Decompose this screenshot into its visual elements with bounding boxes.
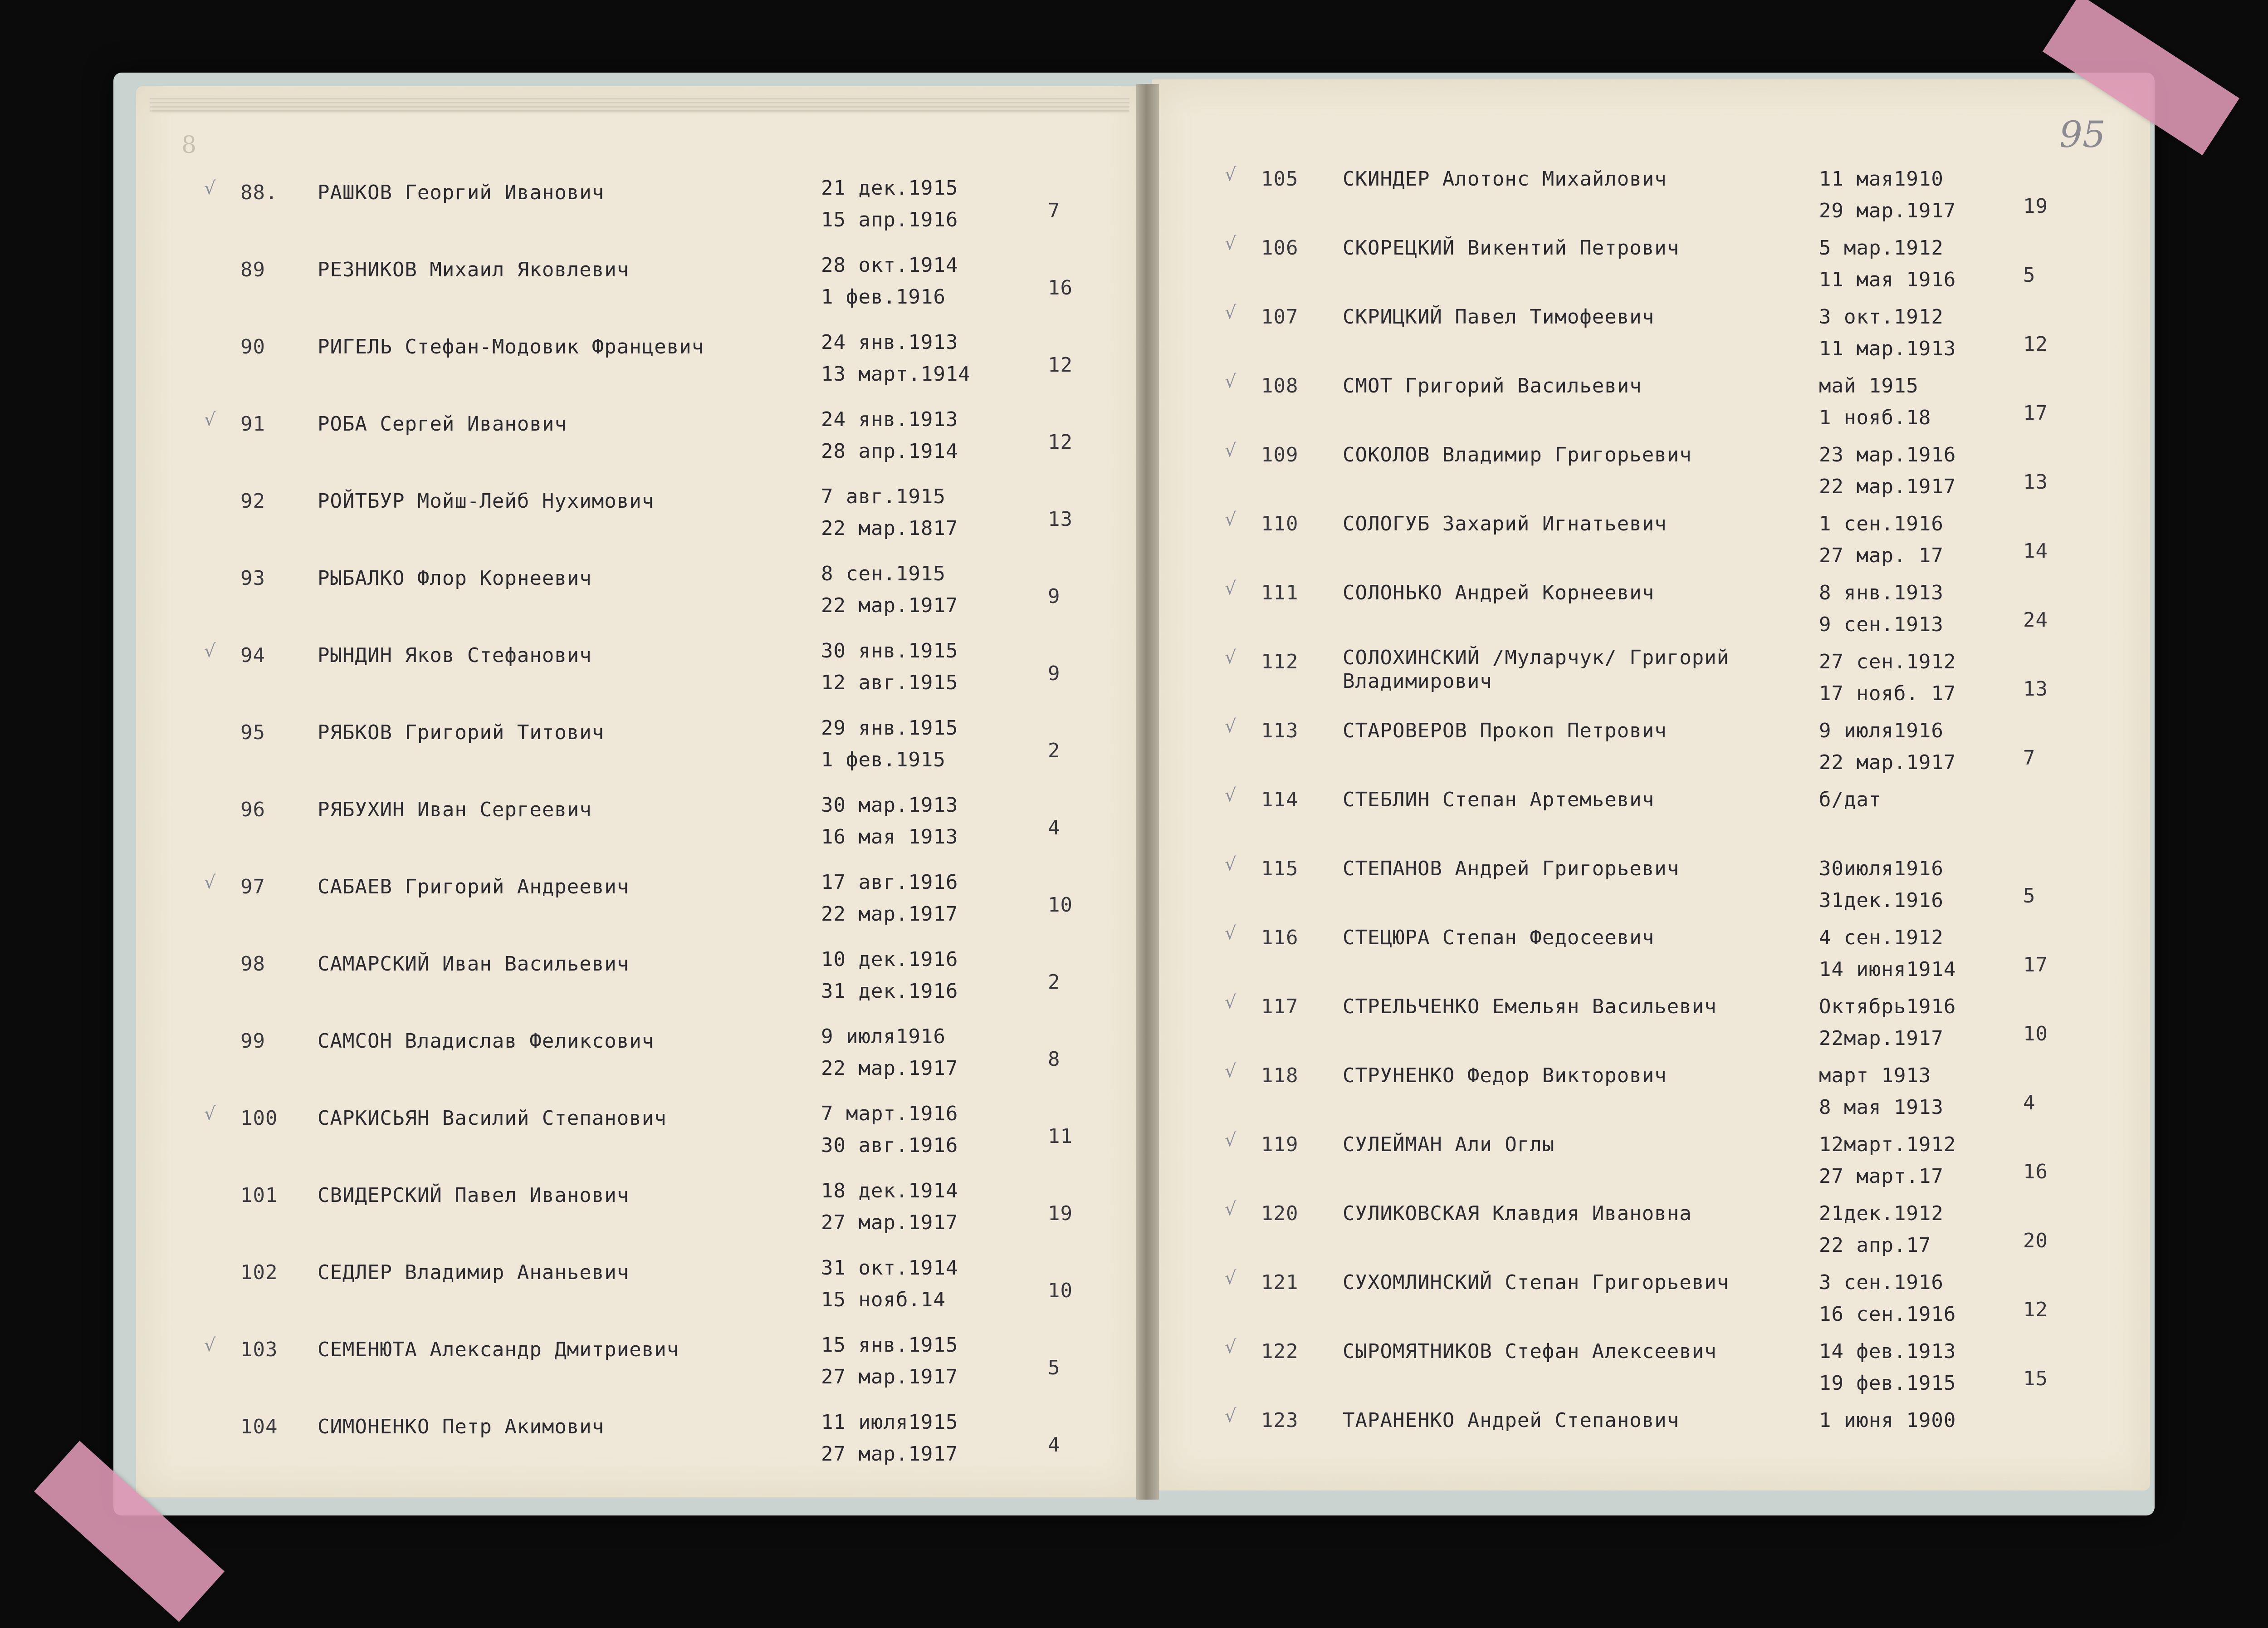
book-gutter <box>1136 84 1159 1500</box>
entry-date-start: март 1913 <box>1819 1064 1931 1087</box>
entry-name-line1: СОЛОХИНСКИЙ /Муларчук/ Григорий <box>1343 646 1730 669</box>
entry-date-end: 13 март.1914 <box>821 363 971 386</box>
entry-date-end: 17 нояб. 17 <box>1819 682 1956 705</box>
register-entry <box>240 331 1102 399</box>
check-mark-icon: √ <box>1225 164 1237 185</box>
entry-name: СОЛОНЬКО Андрей Корнеевич <box>1343 581 1655 604</box>
entry-name <box>1343 646 1729 693</box>
entry-date-start: 30 мар.1913 <box>821 794 958 817</box>
check-mark-icon: √ <box>1225 1061 1237 1082</box>
register-entry <box>204 408 1102 476</box>
entry-number: 113 <box>1261 719 1299 742</box>
check-mark-icon: √ <box>204 409 216 430</box>
entry-count: 2 <box>1048 971 1061 994</box>
entry-count: 5 <box>2023 884 2036 907</box>
entry-date-start: 3 сен.1916 <box>1819 1271 1944 1294</box>
entry-date-end: 27 мар. 17 <box>1819 544 1944 567</box>
register-entry <box>1225 508 2123 576</box>
entry-name: СТРЕЛЬЧЕНКО Емельян Васильевич <box>1343 995 1717 1018</box>
entry-date-end: 22 мар.1917 <box>821 594 958 617</box>
register-entry <box>204 177 1102 245</box>
entry-name: СТЕПАНОВ Андрей Григорьевич <box>1343 857 1680 880</box>
entry-number: 99 <box>240 1030 265 1053</box>
entry-name: ТАРАНЕНКО Андрей Степанович <box>1343 1409 1680 1432</box>
register-entry <box>240 1411 1102 1479</box>
entry-name: СОКОЛОВ Владимир Григорьевич <box>1343 443 1692 466</box>
entry-count: 9 <box>1048 662 1061 685</box>
entry-name: СКИНДЕР Алотонс Михайлович <box>1343 167 1667 191</box>
entry-count: 12 <box>1048 431 1073 454</box>
entry-count: 5 <box>2023 264 2036 287</box>
entry-number: 122 <box>1261 1340 1299 1363</box>
entry-date-end: 31дек.1916 <box>1819 889 1944 912</box>
entry-number: 96 <box>240 798 265 821</box>
entry-date-end: 15 нояб.14 <box>821 1288 946 1311</box>
entry-date-end: 27 мар.1917 <box>821 1442 958 1466</box>
entry-number: 89 <box>240 258 265 281</box>
entry-count: 15 <box>2023 1367 2048 1390</box>
entry-date-start: 23 мар.1916 <box>1819 443 1956 466</box>
check-mark-icon: √ <box>1225 647 1237 668</box>
check-mark-icon: √ <box>204 872 216 893</box>
entry-name: РИГЕЛЬ Стефан-Модовик Францевич <box>318 335 704 358</box>
entry-number: 109 <box>1261 443 1299 466</box>
entry-number: 101 <box>240 1184 278 1207</box>
entry-number: 90 <box>240 335 265 358</box>
register-entry <box>204 871 1102 939</box>
entry-number: 106 <box>1261 236 1299 260</box>
entry-name: САМСОН Владислав Феликсович <box>318 1030 655 1053</box>
entry-count: 17 <box>2023 402 2048 425</box>
entry-date-end: 27 март.17 <box>1819 1165 1944 1188</box>
entry-date-start: Октябрь1916 <box>1819 995 1956 1018</box>
entry-date-end: 11 мая 1916 <box>1819 268 1956 291</box>
entry-number: 107 <box>1261 305 1299 329</box>
entry-date-end: 19 фев.1915 <box>1819 1372 1956 1395</box>
entry-name: СТАРОВЕРОВ Прокоп Петрович <box>1343 719 1667 742</box>
entry-number: 110 <box>1261 512 1299 535</box>
entry-date-end: 1 фев.1915 <box>821 748 946 771</box>
entry-count: 13 <box>1048 508 1073 531</box>
entry-date-start: б/дат <box>1819 788 1882 811</box>
folio-number-left: 8 <box>181 132 197 159</box>
entry-number: 111 <box>1261 581 1299 604</box>
check-mark-icon: √ <box>204 1335 216 1356</box>
check-mark-icon: √ <box>1225 854 1237 875</box>
entry-date-start: 24 янв.1913 <box>821 331 958 354</box>
entry-number: 92 <box>240 490 265 513</box>
check-mark-icon: √ <box>204 1103 216 1124</box>
entry-count: 5 <box>1048 1356 1061 1379</box>
entry-name: СУЛИКОВСКАЯ Клавдия Ивановна <box>1343 1202 1692 1225</box>
check-mark-icon: √ <box>1225 1130 1237 1151</box>
entry-date-end: 1 нояб.18 <box>1819 406 1931 429</box>
entry-count: 16 <box>1048 276 1073 299</box>
register-entry <box>1225 1060 2123 1128</box>
entry-date-start: 24 янв.1913 <box>821 408 958 431</box>
entry-date-start: 4 сен.1912 <box>1819 926 1944 949</box>
entry-count: 24 <box>2023 608 2048 632</box>
entry-number: 123 <box>1261 1409 1299 1432</box>
entry-count: 19 <box>2023 195 2048 218</box>
entry-count: 7 <box>1048 199 1061 222</box>
register-entry <box>240 1180 1102 1248</box>
check-mark-icon: √ <box>204 178 216 199</box>
entry-count: 13 <box>2023 471 2048 494</box>
entry-number: 108 <box>1261 374 1299 397</box>
entry-date-end: 16 мая 1913 <box>821 825 958 848</box>
entry-date-end: 31 дек.1916 <box>821 980 958 1003</box>
entry-number: 119 <box>1261 1133 1299 1156</box>
entry-name: САРКИСЬЯН Василий Степанович <box>318 1107 667 1130</box>
register-entry <box>1225 991 2123 1059</box>
page-edges <box>150 95 1129 113</box>
entry-name: СЕМЕНЮТА Александр Дмитриевич <box>318 1338 679 1361</box>
register-entry <box>1225 922 2123 990</box>
entry-number: 121 <box>1261 1271 1299 1294</box>
entry-date-start: 30июля1916 <box>1819 857 1944 880</box>
register-entry <box>240 1025 1102 1094</box>
entry-date-end: 15 апр.1916 <box>821 208 958 231</box>
entry-date-start: май 1915 <box>1819 374 1919 397</box>
check-mark-icon: √ <box>1225 509 1237 530</box>
entry-date-end: 22 мар.1817 <box>821 517 958 540</box>
entry-count: 16 <box>2023 1160 2048 1183</box>
entry-date-start: 9 июля1916 <box>821 1025 946 1048</box>
check-mark-icon: √ <box>1225 440 1237 461</box>
check-mark-icon: √ <box>1225 992 1237 1013</box>
entry-date-start: 8 янв.1913 <box>1819 581 1944 604</box>
entry-date-start: 27 сен.1912 <box>1819 650 1956 673</box>
entry-date-end: 14 июня1914 <box>1819 958 1956 981</box>
entry-date-start: 15 янв.1915 <box>821 1334 958 1357</box>
register-entry <box>1225 1129 2123 1197</box>
entry-number: 103 <box>240 1338 278 1361</box>
register-entry <box>1225 1198 2123 1266</box>
entry-name: СКОРЕЦКИЙ Викентий Петрович <box>1343 236 1680 260</box>
entry-count: 20 <box>2023 1229 2048 1252</box>
register-entry <box>1225 232 2123 300</box>
entry-date-end: 9 сен.1913 <box>1819 613 1944 636</box>
entry-number: 94 <box>240 644 265 667</box>
entry-name: СМОТ Григорий Васильевич <box>1343 374 1642 397</box>
register-entry <box>204 1102 1102 1171</box>
register-entry <box>1225 577 2123 645</box>
check-mark-icon: √ <box>1225 371 1237 392</box>
entry-number: 97 <box>240 875 265 898</box>
entry-count: 19 <box>1048 1202 1073 1225</box>
entry-date-start: 12март.1912 <box>1819 1133 1956 1156</box>
entry-number: 118 <box>1261 1064 1299 1087</box>
check-mark-icon: √ <box>1225 578 1237 599</box>
register-entry <box>1225 853 2123 921</box>
entry-date-start: 9 июля1916 <box>1819 719 1944 742</box>
entry-date-start: 29 янв.1915 <box>821 716 958 740</box>
register-entry <box>1225 301 2123 369</box>
entry-date-start: 14 фев.1913 <box>1819 1340 1956 1363</box>
entry-number: 91 <box>240 412 265 436</box>
entry-number: 116 <box>1261 926 1299 949</box>
register-entry <box>240 794 1102 862</box>
entry-name: РАШКОВ Георгий Иванович <box>318 181 605 204</box>
entry-count: 11 <box>1048 1125 1073 1148</box>
entry-name: СТЕЦЮРА Степан Федосеевич <box>1343 926 1655 949</box>
entry-name: СИМОНЕНКО Петр Акимович <box>318 1415 605 1438</box>
check-mark-icon: √ <box>1225 1268 1237 1289</box>
entry-date-start: 8 сен.1915 <box>821 562 946 585</box>
entry-name: СКРИЦКИЙ Павел Тимофеевич <box>1343 305 1655 329</box>
check-mark-icon: √ <box>1225 1337 1237 1358</box>
entry-count: 12 <box>1048 353 1073 377</box>
entry-number: 104 <box>240 1415 278 1438</box>
entry-count: 14 <box>2023 539 2048 563</box>
entry-number: 98 <box>240 952 265 976</box>
register-entry <box>1225 646 2123 714</box>
entry-name: СВИДЕРСКИЙ Павел Иванович <box>318 1184 630 1207</box>
entry-count: 4 <box>1048 1433 1061 1456</box>
entry-date-end: 28 апр.1914 <box>821 440 958 463</box>
entry-count: 10 <box>2023 1022 2048 1045</box>
entry-count: 4 <box>2023 1091 2036 1114</box>
entry-date-end: 22 мар.1917 <box>1819 751 1956 774</box>
entry-date-end: 27 мар.1917 <box>821 1211 958 1234</box>
entry-number: 117 <box>1261 995 1299 1018</box>
entry-date-end: 11 мар.1913 <box>1819 337 1956 360</box>
entry-date-start: 28 окт.1914 <box>821 254 958 277</box>
check-mark-icon: √ <box>1225 716 1237 737</box>
entry-date-end: 16 сен.1916 <box>1819 1303 1956 1326</box>
entry-name: РОБА Сергей Иванович <box>318 412 567 436</box>
entry-date-start: 21 дек.1915 <box>821 177 958 200</box>
check-mark-icon: √ <box>1225 302 1237 323</box>
entry-date-end: 22 мар.1917 <box>1819 475 1956 498</box>
entry-name: СУХОМЛИНСКИЙ Степан Григорьевич <box>1343 1271 1730 1294</box>
entry-date-end: 27 мар.1917 <box>821 1365 958 1388</box>
entry-date-end: 12 авг.1915 <box>821 671 958 694</box>
entry-name: СОЛОГУБ Захарий Игнатьевич <box>1343 512 1667 535</box>
entry-number: 120 <box>1261 1202 1299 1225</box>
entry-name: РЕЗНИКОВ Михаил Яковлевич <box>318 258 630 281</box>
entry-name: СУЛЕЙМАН Али Оглы <box>1343 1133 1555 1156</box>
entry-name: СЕДЛЕР Владимир Ананьевич <box>318 1261 630 1284</box>
entry-date-start: 7 март.1916 <box>821 1102 958 1125</box>
register-entry <box>1225 439 2123 507</box>
entry-date-end: 30 авг.1916 <box>821 1134 958 1157</box>
register-entry <box>1225 784 2123 852</box>
entry-count: 17 <box>2023 953 2048 976</box>
register-entry <box>240 563 1102 631</box>
entry-count: 9 <box>1048 585 1061 608</box>
entry-date-end: 1 фев.1916 <box>821 285 946 309</box>
entry-name: СЫРОМЯТНИКОВ Стефан Алексеевич <box>1343 1340 1717 1363</box>
entry-date-start: 10 дек.1916 <box>821 948 958 971</box>
entry-date-end: 8 мая 1913 <box>1819 1096 1944 1119</box>
entry-date-start: 17 авг.1916 <box>821 871 958 894</box>
entry-count: 8 <box>1048 1048 1061 1071</box>
register-entry <box>204 1334 1102 1402</box>
entry-date-start: 3 окт.1912 <box>1819 305 1944 329</box>
entry-name: РЯБКОВ Григорий Титович <box>318 721 605 744</box>
entry-date-end: 22мар.1917 <box>1819 1027 1944 1050</box>
entry-date-start: 5 мар.1912 <box>1819 236 1944 260</box>
register-entry <box>240 485 1102 554</box>
register-entry <box>204 639 1102 708</box>
entry-count: 10 <box>1048 893 1073 917</box>
entry-name-line2: Владимирович <box>1343 670 1492 693</box>
entry-count: 12 <box>2023 1298 2048 1321</box>
check-mark-icon: √ <box>1225 1199 1237 1220</box>
entry-date-start: 21дек.1912 <box>1819 1202 1944 1225</box>
entry-name: СТРУНЕНКО Федор Викторович <box>1343 1064 1667 1087</box>
entry-name: РЫНДИН Яков Стефанович <box>318 644 592 667</box>
entry-date-start: 31 окт.1914 <box>821 1256 958 1280</box>
entry-date-start: 1 сен.1916 <box>1819 512 1944 535</box>
entry-count: 7 <box>2023 746 2036 770</box>
register-entry <box>1225 715 2123 783</box>
entry-name: РЫБАЛКО Флор Корнеевич <box>318 567 592 590</box>
entry-date-start: 11 июля1915 <box>821 1411 958 1434</box>
register-entry <box>1225 370 2123 438</box>
register-entry <box>1225 1405 2123 1473</box>
entry-name: СТЕБЛИН Степан Артемьевич <box>1343 788 1655 811</box>
entry-number: 112 <box>1261 650 1299 673</box>
register-entry <box>1225 1336 2123 1404</box>
entry-count: 10 <box>1048 1279 1073 1302</box>
entry-name: РЯБУХИН Иван Сергеевич <box>318 798 592 821</box>
entry-count: 2 <box>1048 739 1061 762</box>
check-mark-icon: √ <box>1225 785 1237 806</box>
entry-date-end: 22 мар.1917 <box>821 1057 958 1080</box>
entry-name: САМАРСКИЙ Иван Васильевич <box>318 952 630 976</box>
entry-number: 114 <box>1261 788 1299 811</box>
register-entry <box>1225 163 2123 231</box>
check-mark-icon: √ <box>204 641 216 662</box>
entry-number: 102 <box>240 1261 278 1284</box>
entry-number: 95 <box>240 721 265 744</box>
register-entry <box>240 948 1102 1016</box>
entry-date-start: 11 мая1910 <box>1819 167 1944 191</box>
entry-number: 105 <box>1261 167 1299 191</box>
check-mark-icon: √ <box>1225 1406 1237 1427</box>
entry-date-start: 7 авг.1915 <box>821 485 946 508</box>
entry-name: САБАЕВ Григорий Андреевич <box>318 875 630 898</box>
entry-count: 13 <box>2023 677 2048 701</box>
entry-date-start: 30 янв.1915 <box>821 639 958 662</box>
entry-date-start: 1 июня 1900 <box>1819 1409 1956 1432</box>
register-entry <box>240 1257 1102 1325</box>
register-entry <box>1225 1267 2123 1335</box>
register-entry <box>240 254 1102 322</box>
check-mark-icon: √ <box>1225 233 1237 254</box>
entry-date-end: 29 мар.1917 <box>1819 199 1956 222</box>
entry-date-start: 18 дек.1914 <box>821 1179 958 1202</box>
register-entry <box>240 717 1102 785</box>
entry-date-end: 22 апр.17 <box>1819 1234 1931 1257</box>
entry-number: 100 <box>240 1107 278 1130</box>
check-mark-icon: √ <box>1225 923 1237 944</box>
entry-number: 115 <box>1261 857 1299 880</box>
entry-number: 88. <box>240 181 278 204</box>
entry-name: РОЙТБУР Мойш-Лейб Нухимович <box>318 490 655 513</box>
entry-count: 12 <box>2023 333 2048 356</box>
entry-number: 93 <box>240 567 265 590</box>
folio-number: 95 <box>2059 113 2106 156</box>
entry-date-end: 22 мар.1917 <box>821 902 958 926</box>
entry-count: 4 <box>1048 816 1061 839</box>
